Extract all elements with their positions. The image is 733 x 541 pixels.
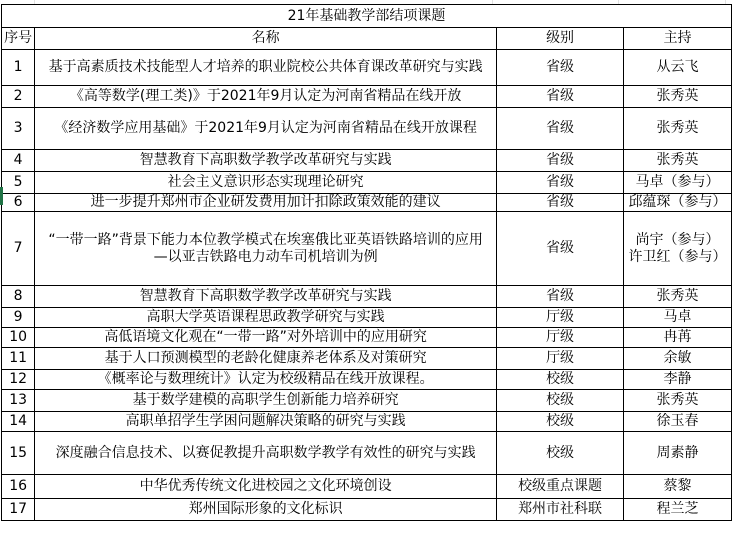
row-number-cell[interactable]: 16 [2, 475, 35, 499]
project-name-cell-line: “一带一路”背景下能力本位教学模式在埃塞俄比亚英语铁路培训的应用 [48, 231, 483, 248]
row-number-cell[interactable]: 17 [2, 499, 35, 521]
sheet-title[interactable]: 21年基础教学部结项课题 [2, 5, 732, 28]
level-cell[interactable]: 校级 [497, 432, 624, 475]
host-cell[interactable]: 马卓 [624, 308, 732, 328]
table-row [2, 348, 732, 370]
host-cell[interactable]: 程兰芝 [624, 499, 732, 521]
table-row [2, 499, 732, 521]
row-number-cell[interactable]: 12 [2, 370, 35, 390]
row-number-cell[interactable]: 7 [2, 212, 35, 286]
table-row [2, 412, 732, 432]
row-number-cell[interactable]: 9 [2, 308, 35, 328]
row-number-cell[interactable]: 5 [2, 172, 35, 194]
row-number-cell[interactable]: 15 [2, 432, 35, 475]
table-row [2, 212, 732, 286]
level-cell[interactable]: 校级重点课题 [497, 475, 624, 499]
row-number-cell[interactable]: 13 [2, 390, 35, 412]
project-name-cell[interactable]: 中华优秀传统文化进校园之文化环境创设 [35, 475, 497, 499]
table-row [2, 50, 732, 86]
header-row [2, 28, 732, 50]
table-row [2, 86, 732, 108]
host-cell[interactable]: 张秀英 [624, 108, 732, 150]
host-cell[interactable]: 蔡黎 [624, 475, 732, 499]
host-cell[interactable]: 张秀英 [624, 286, 732, 308]
host-cell-line: 尚宇（参与） [635, 231, 720, 248]
host-cell[interactable] [624, 212, 732, 286]
level-cell[interactable]: 厅级 [497, 328, 624, 348]
header-name[interactable]: 名称 [35, 28, 497, 50]
level-cell[interactable]: 省级 [497, 50, 624, 86]
level-cell[interactable]: 省级 [497, 86, 624, 108]
project-name-cell-line: —以亚吉铁路电力动车司机培训为例 [153, 248, 378, 265]
project-name-cell[interactable]: 智慧教育下高职数学教学改革研究与实践 [35, 286, 497, 308]
host-cell[interactable]: 周素静 [624, 432, 732, 475]
row-number-cell[interactable]: 10 [2, 328, 35, 348]
project-name-cell[interactable]: 进一步提升郑州市企业研发费用加计扣除政策效能的建议 [35, 194, 497, 212]
project-name-cell[interactable]: 智慧教育下高职数学教学改革研究与实践 [35, 150, 497, 172]
row-number-cell[interactable]: 11 [2, 348, 35, 370]
level-cell[interactable]: 厅级 [497, 308, 624, 328]
level-cell[interactable]: 省级 [497, 194, 624, 212]
level-cell[interactable]: 省级 [497, 286, 624, 308]
project-name-cell[interactable]: 基于数学建模的高职学生创新能力培养研究 [35, 390, 497, 412]
host-cell[interactable]: 从云飞 [624, 50, 732, 86]
table-row [2, 328, 732, 348]
level-cell[interactable]: 校级 [497, 370, 624, 390]
host-cell[interactable]: 张秀英 [624, 390, 732, 412]
table-row [2, 172, 732, 194]
project-name-cell[interactable]: 深度融合信息技术、以赛促教提升高职数学教学有效性的研究与实践 [35, 432, 497, 475]
projects-table [1, 4, 732, 521]
table-row [2, 308, 732, 328]
table-row [2, 194, 732, 212]
table-row [2, 370, 732, 390]
project-name-cell[interactable]: 高职单招学生学困问题解决策略的研究与实践 [35, 412, 497, 432]
row-number-cell[interactable]: 8 [2, 286, 35, 308]
level-cell[interactable]: 厅级 [497, 348, 624, 370]
project-name-cell[interactable]: 郑州国际形象的文化标识 [35, 499, 497, 521]
host-cell[interactable]: 李静 [624, 370, 732, 390]
host-cell[interactable]: 马卓（参与） [624, 172, 732, 194]
table-row [2, 150, 732, 172]
row-number-cell[interactable]: 6 [2, 194, 35, 212]
table-row [2, 475, 732, 499]
header-no[interactable]: 序号 [2, 28, 35, 50]
project-name-cell[interactable]: 基于高素质技术技能型人才培养的职业院校公共体育课改革研究与实践 [35, 50, 497, 86]
host-cell[interactable]: 徐玉春 [624, 412, 732, 432]
level-cell[interactable]: 省级 [497, 150, 624, 172]
row-number-cell[interactable]: 14 [2, 412, 35, 432]
project-name-cell[interactable]: 《高等数学(理工类)》于2021年9月认定为河南省精品在线开放 [35, 86, 497, 108]
header-host[interactable]: 主持 [624, 28, 732, 50]
host-cell-line: 许卫红（参与） [628, 248, 727, 265]
host-cell[interactable]: 邱蕴琛（参与） [624, 194, 732, 212]
row-selection-marker [0, 187, 3, 205]
title-row [2, 5, 732, 28]
host-cell[interactable]: 冉苒 [624, 328, 732, 348]
table-row [2, 108, 732, 150]
project-name-cell[interactable] [35, 212, 497, 286]
row-number-cell[interactable]: 1 [2, 50, 35, 86]
host-cell[interactable]: 张秀英 [624, 86, 732, 108]
level-cell[interactable]: 省级 [497, 108, 624, 150]
host-cell[interactable]: 余敏 [624, 348, 732, 370]
level-cell[interactable]: 校级 [497, 412, 624, 432]
level-cell[interactable]: 省级 [497, 172, 624, 194]
project-name-cell[interactable]: 高低语境文化观在“一带一路”对外培训中的应用研究 [35, 328, 497, 348]
row-number-cell[interactable]: 3 [2, 108, 35, 150]
level-cell[interactable]: 省级 [497, 212, 624, 286]
level-cell[interactable]: 郑州市社科联 [497, 499, 624, 521]
project-name-cell[interactable]: 社会主义意识形态实现理论研究 [35, 172, 497, 194]
row-number-cell[interactable]: 2 [2, 86, 35, 108]
row-number-cell[interactable]: 4 [2, 150, 35, 172]
project-name-cell[interactable]: 《经济数学应用基础》于2021年9月认定为河南省精品在线开放课程 [35, 108, 497, 150]
level-cell[interactable]: 校级 [497, 390, 624, 412]
project-name-cell[interactable]: 高职大学英语课程思政教学研究与实践 [35, 308, 497, 328]
table-row [2, 432, 732, 475]
header-level[interactable]: 级别 [497, 28, 624, 50]
project-name-cell[interactable]: 基于人口预测模型的老龄化健康养老体系及对策研究 [35, 348, 497, 370]
host-cell[interactable]: 张秀英 [624, 150, 732, 172]
table-row [2, 286, 732, 308]
project-name-cell[interactable]: 《概率论与数理统计》认定为校级精品在线开放课程。 [35, 370, 497, 390]
table-row [2, 390, 732, 412]
